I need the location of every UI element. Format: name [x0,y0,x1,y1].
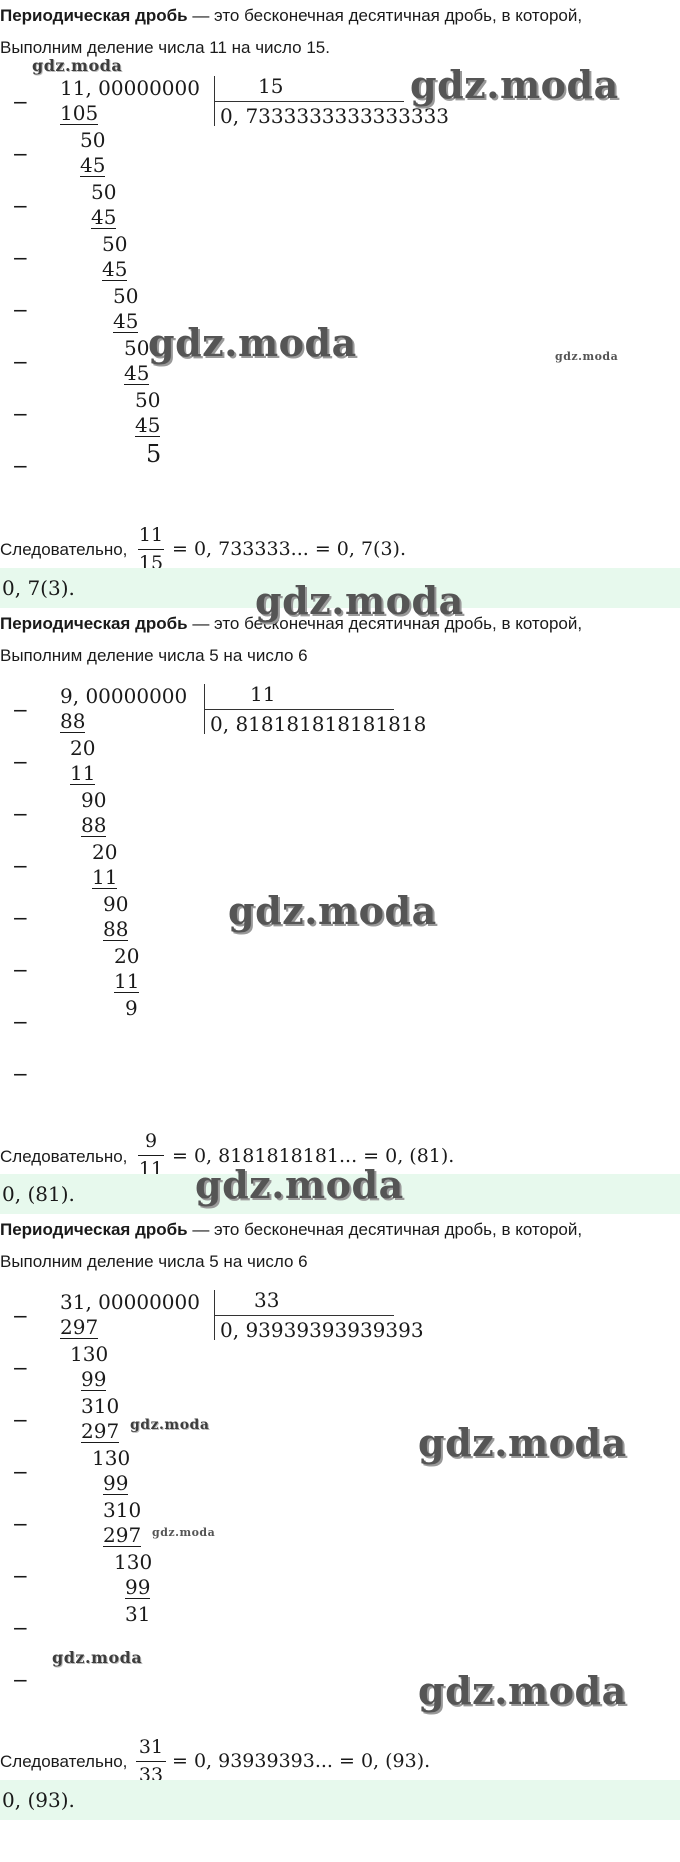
minus-sign: − [12,1408,29,1432]
watermark: gdz.moda [32,56,123,75]
minus-sign: − [12,194,29,218]
step-remainder: 90 [103,892,129,916]
step-remainder: 310 [103,1498,142,1522]
setup-text: Выполним деление числа 5 на число 6 [0,646,308,665]
conclusion-prefix: Следовательно, [0,1147,128,1166]
step-subtrahend: 11 [92,865,118,889]
step-subtrahend: 99 [125,1575,151,1599]
fraction-numerator: 11 [138,524,164,546]
watermark: gdz.moda [195,1162,404,1207]
step-subtrahend: 88 [81,813,107,837]
minus-sign: − [12,1668,29,1692]
dividend: 9, 00000000 [60,684,188,708]
answer-value: 0, (81). [2,1182,75,1206]
divisor-rule [214,1315,394,1316]
step-remainder: 130 [92,1446,131,1470]
minus-sign: − [12,402,29,426]
fraction-bar [138,1155,164,1156]
watermark: gdz.moda [148,320,357,365]
minus-sign: − [12,1304,29,1328]
definition-text: Периодическая дробь — это бесконечная десятичная дробь, в которой, [0,6,583,25]
step-remainder: 20 [92,840,118,864]
minus-sign: − [12,854,29,878]
minus-sign: − [12,698,29,722]
step-remainder: 31 [125,1602,151,1626]
step-subtrahend: 11 [70,761,96,785]
step-subtrahend: 45 [135,413,161,437]
minus-sign: − [12,350,29,374]
quotient: 0, 818181818181818 [210,712,427,736]
minus-sign: − [12,802,29,826]
minus-sign: − [12,246,29,270]
minus-sign: − [12,1564,29,1588]
step-remainder: 130 [114,1550,153,1574]
step-remainder: 310 [81,1394,120,1418]
watermark: gdz.moda [52,1648,143,1667]
divisor-rule [204,709,394,710]
fraction-denominator: 33 [138,1764,164,1780]
conclusion-result: = 0, 93939393... = 0, (93). [172,1750,431,1772]
conclusion-prefix: Следовательно, [0,540,128,559]
divisor: 33 [254,1288,280,1312]
minus-sign: − [12,454,29,478]
minus-sign: − [12,1460,29,1484]
step-subtrahend: 99 [81,1367,107,1391]
step-remainder: 50 [80,128,106,152]
watermark: gdz.moda [130,1417,210,1433]
step-remainder: 130 [70,1342,109,1366]
minus-sign: − [12,1356,29,1380]
step-subtrahend: 45 [124,361,150,385]
step-subtrahend: 11 [114,969,140,993]
step-subtrahend: 297 [103,1523,142,1547]
fraction-denominator: 15 [138,552,164,568]
quotient: 0, 7333333333333333 [220,104,450,128]
divisor-rule [214,101,404,102]
quotient: 0, 93939393939393 [220,1318,424,1342]
fraction-numerator: 9 [144,1130,158,1152]
step-remainder: 90 [81,788,107,812]
step-subtrahend: 99 [103,1471,129,1495]
minus-sign: − [12,1512,29,1536]
watermark: gdz.moda [228,888,437,933]
minus-sign: − [12,1010,29,1034]
minus-sign: − [12,1062,29,1086]
step-remainder: 9 [125,996,138,1020]
minus-sign: − [12,906,29,930]
step-subtrahend: 88 [103,917,129,941]
minus-sign: − [12,958,29,982]
step-subtrahend: 297 [81,1419,120,1443]
step-subtrahend: 105 [60,101,99,125]
setup-text: Выполним деление числа 5 на число 6 [0,1252,308,1271]
definition-text: Периодическая дробь — это бесконечная десятичная дробь, в которой, [0,1220,583,1239]
definition-text: Периодическая дробь — это бесконечная десятичная дробь, в которой, [0,614,583,633]
answer-box [0,1780,680,1820]
watermark: gdz.moda [418,1420,627,1465]
minus-sign: − [12,90,29,114]
step-remainder: 50 [135,388,161,412]
step-subtrahend: 45 [102,257,128,281]
step-remainder: 50 [124,336,150,360]
step-subtrahend: 45 [91,205,117,229]
setup-text: Выполним деление числа 11 на число 15. [0,38,330,57]
step-remainder: 20 [114,944,140,968]
answer-value: 0, (93). [2,1788,75,1812]
step-remainder: 50 [113,284,139,308]
watermark: gdz.moda [410,62,619,107]
watermark: gdz.moda [152,1526,216,1539]
dividend: 31, 00000000 [60,1290,200,1314]
minus-sign: − [12,142,29,166]
step-subtrahend: 297 [60,1315,99,1339]
minus-sign: − [12,750,29,774]
fraction-denominator: 11 [138,1158,164,1174]
divisor: 11 [250,682,276,706]
step-subtrahend: 45 [113,309,139,333]
step-remainder: 20 [70,736,96,760]
fraction-bar [138,549,164,550]
conclusion-result: = 0, 733333... = 0, 7(3). [172,538,406,560]
minus-sign: − [12,298,29,322]
answer-value: 0, 7(3). [2,576,75,600]
fraction-bar [136,1761,166,1762]
step-subtrahend: 88 [60,709,86,733]
step-remainder: 50 [91,180,117,204]
step-remainder: 50 [102,232,128,256]
conclusion-result: = 0, 8181818181... = 0, (81). [172,1145,455,1167]
dividend: 11, 00000000 [60,76,200,100]
step-subtrahend: 45 [80,153,106,177]
minus-sign: − [12,1616,29,1640]
watermark: gdz.moda [255,578,464,623]
step-remainder-final: 5 [146,440,162,468]
conclusion-prefix: Следовательно, [0,1752,128,1771]
watermark: gdz.moda [418,1668,627,1713]
fraction-numerator: 31 [138,1736,164,1758]
watermark: gdz.moda [555,350,619,363]
divisor: 15 [258,74,284,98]
